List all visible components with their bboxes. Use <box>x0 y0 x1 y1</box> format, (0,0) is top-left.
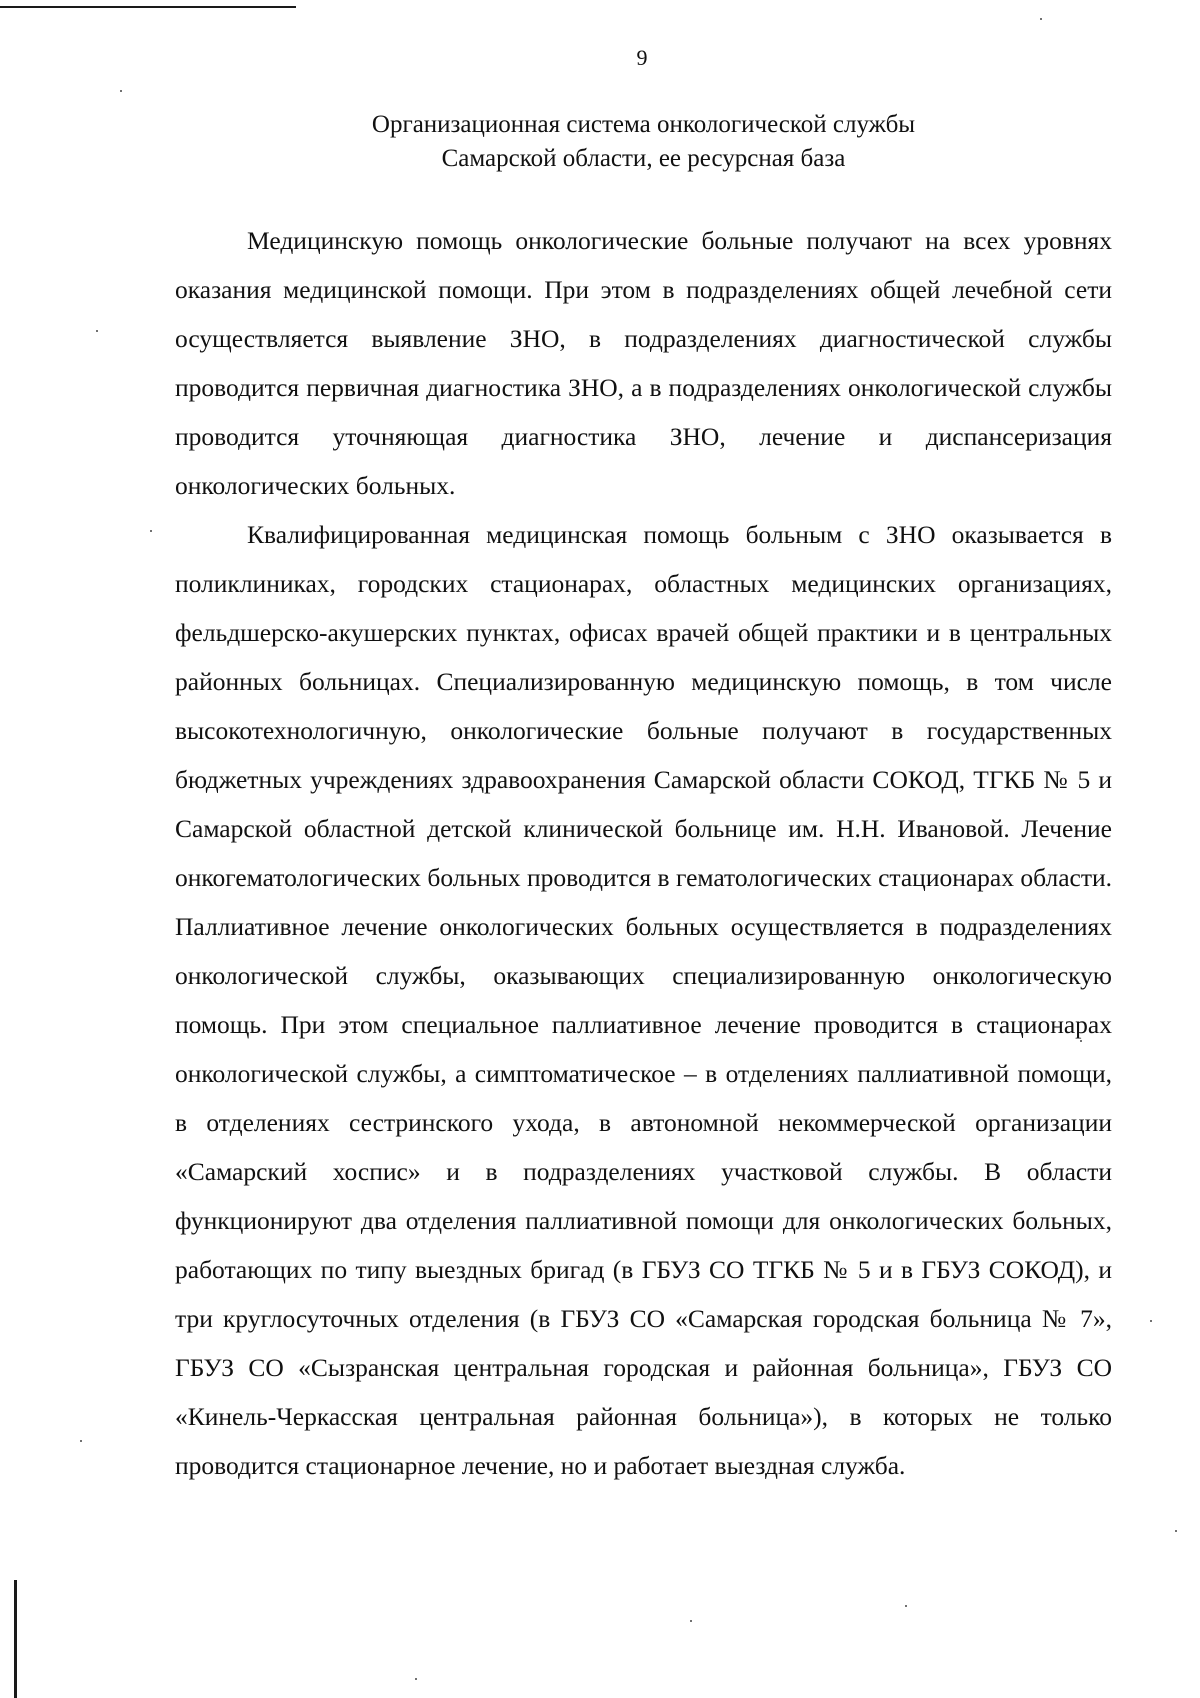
scan-speck <box>80 1440 82 1442</box>
scan-speck <box>150 530 152 532</box>
scan-edge-line-left <box>14 1580 17 1698</box>
scan-speck <box>690 1620 692 1622</box>
scan-edge-line-top <box>0 6 296 8</box>
page-number: 9 <box>636 45 648 70</box>
scan-speck <box>1175 1530 1177 1532</box>
heading-line-2: Самарской области, ее ресурсная база <box>441 145 846 172</box>
scan-speck <box>120 90 122 92</box>
body-text <box>175 216 1112 1490</box>
scan-speck <box>1040 18 1042 20</box>
paragraph: Квалифицированная медицинская помощь больным с ЗНО оказывается в поликлиниках, городских стационарах, областных медицинских организациях, фельдшерско-акушерских пунктах, офисах врачей общей практики и в центральных районных больницах. Специализированную медицинскую помощь, в том числе высокотехнологичную, онкологические больные получают в государственных бюджетных учреждениях здравоохранения Самарской области СОКОД, ТГКБ № 5 и Самарской областной детской клинической больнице им. Н.Н. Ивановой. Лечение онкогематологических больных проводится в гематологических стационарах области. Паллиативное лечение онкологических больных осуществляется в подразделениях онкологической службы, оказывающих специализированную онкологическую помощь. При этом специальное паллиативное лечение проводится в стационарах онкологической службы, а симптоматическое – в отделениях паллиативной помощи, в отделениях сестринского ухода, в автономной некоммерческой организации «Самарский хоспис» и в подразделениях участковой службы. В области функционируют два отделения паллиативной помощи для онкологических больных, работающих по типу выездных бригад (в ГБУЗ СО ТГКБ № 5 и в ГБУЗ СОКОД), и три круглосуточных отделения (в ГБУЗ СО «Самарская городская больница № 7», ГБУЗ СО «Сызранская центральная городская и районная больница», ГБУЗ СО «Кинель-Черкасская центральная районная больница»), в которых не только проводится стационарное лечение, но и работает выездная служба. <box>175 520 1112 1480</box>
scan-speck <box>96 330 98 332</box>
paragraph: Медицинскую помощь онкологические больные получают на всех уровнях оказания медицинской помощи. При этом в подразделениях общей лечебной сети осуществляется выявление ЗНО, в подразделениях диагностической службы проводится первичная диагностика ЗНО, а в подразделениях онкологической службы проводится уточняющая диагностика ЗНО, лечение и диспансеризация онкологических больных. <box>175 226 1112 500</box>
scan-speck <box>905 1605 907 1607</box>
heading-line-1: Организационная система онкологической службы <box>371 111 916 138</box>
section-heading <box>175 108 1112 176</box>
scan-speck <box>1150 1320 1152 1322</box>
scan-speck <box>415 1678 417 1680</box>
